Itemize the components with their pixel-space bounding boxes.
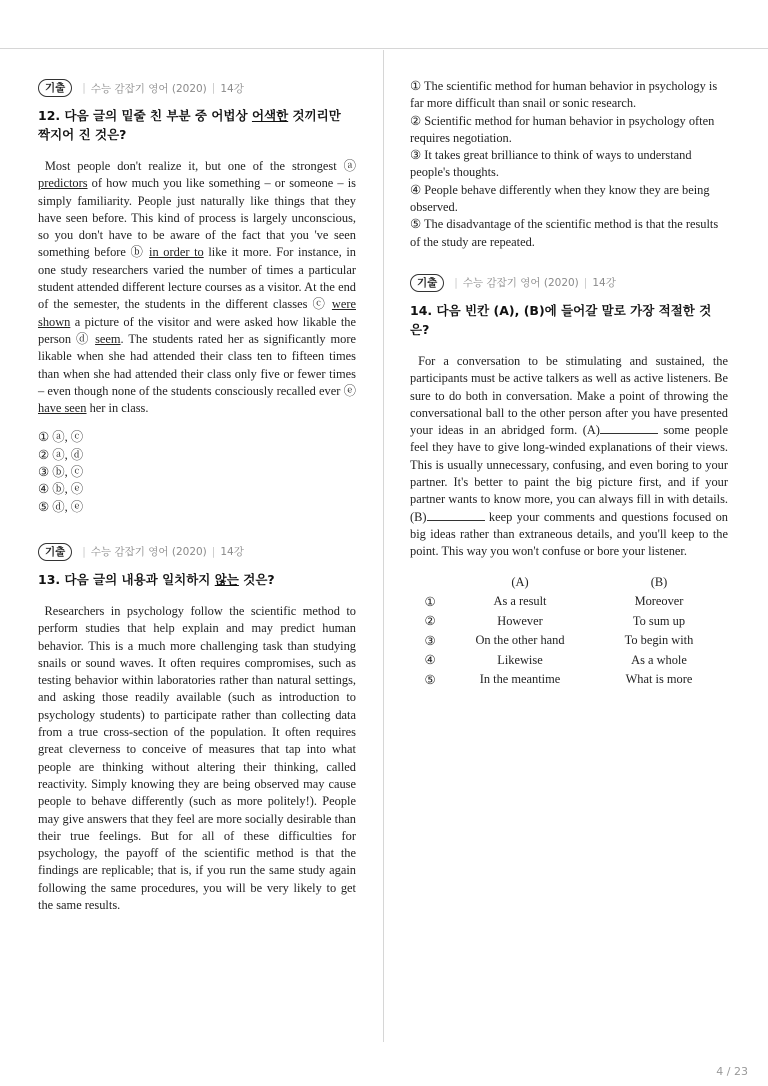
question-passage: Most people don't realize it, but one of the strongest ⓐ predictors of how much you like something – or someone – is simply familiarity. People just naturally like things that they have seen before. This kind of process is largely unconscious, so you don't have to be aware of the fact that you 've seen something before ⓑ in order to like it more. For instance, in one study researchers varied the number of times a particular student attended different lecture courses as a visitor. At the end of the semester, the students in the different classes ⓒ were shown a picture of the visitor and were asked how likable the person ⓓ seem. The students rated her as significantly more likable when she had attended their class ten to fifteen times than when she had attended their class only five or fewer times – even though none of the students consciously recalled ever ⓔ have seen her in class.: [38, 159, 357, 416]
answer-option[interactable]: ① The scientific method for human behavior in psychology is far more difficult than snail or sonic research.: [410, 79, 718, 111]
answer-table: [410, 573, 728, 690]
answer-option[interactable]: ① ⓐ, ⓒ: [38, 430, 84, 445]
question-12: [38, 78, 356, 516]
answer-option[interactable]: ⑤ ⓓ, ⓔ: [38, 499, 84, 514]
underlined-a: predictors: [38, 176, 88, 191]
answer-table-row[interactable]: ⑤ In the meantime What is more: [424, 672, 693, 687]
underlined-b: in order to: [149, 245, 204, 260]
answer-option[interactable]: ③ ⓑ, ⓒ: [38, 465, 84, 480]
top-rule: [0, 48, 768, 49]
question-13: [38, 542, 356, 914]
answer-table-row[interactable]: ① As a result Moreover: [424, 594, 684, 609]
answer-option[interactable]: ⑤ The disadvantage of the scientific method is that the results of the study are repeated.: [410, 217, 719, 249]
answer-options: [38, 429, 356, 515]
source-name: 수능 감잡기 영어 (2020): [90, 82, 207, 95]
blank-a: [600, 422, 658, 434]
underlined-c: were shown: [38, 297, 356, 329]
question-source: 기출 | 수능 감잡기 영어 (2020) | 14강: [38, 542, 356, 562]
answer-option[interactable]: ② Scientific method for human behavior in psychology often requires negotiation.: [410, 113, 715, 145]
question-passage: Researchers in psychology follow the scientific method to perform studies that help explain and may predict human behavior. This is a much more challenging task than studying snails or sound waves. It often requires compromises, such as testing behavior within laboratories rather than natural settings, and asking those readily available (such as introduction to psychology students) to participate rather than collecting data from a true cross-section of the population. It often requires great cleverness to conceive of measures that tap into what people are thinking without altering their thinking, called reactivity. Simply knowing they are being observed may cause people to behave differently (such as more politely!). People may give answers that they feel are more socially desirable than their true feelings. But for all of these difficulties for psychology, the payoff of the scientific method is that the findings are replicable; that is, if you run the same study again following the same procedures, you will be very likely to get the same results.: [38, 603, 356, 912]
question-title: 14. 다음 빈칸 (A), (B)에 들어갈 말로 가장 적절한 것은?: [410, 302, 712, 337]
blank-b: [427, 509, 485, 521]
source-name: 수능 감잡기 영어 (2020): [90, 546, 207, 559]
underlined-d: seem: [95, 331, 121, 346]
underlined-e: have seen: [38, 401, 87, 416]
question-source: 기출 | 수능 감잡기 영어 (2020) | 14강: [410, 273, 728, 293]
left-column: [38, 78, 356, 932]
answer-option[interactable]: ④ ⓑ, ⓔ: [38, 482, 84, 497]
column-header-b: (B): [650, 574, 668, 589]
question-source: 기출 | 수능 감잡기 영어 (2020) | 14강: [38, 78, 356, 98]
column-header-a: (A): [511, 574, 529, 589]
answer-table-header: [410, 573, 728, 593]
source-badge: 기출: [38, 543, 72, 561]
question-title: 12. 다음 글의 밑줄 친 부분 중 어법상 어색한 것끼리만 짝지어 진 것은?: [38, 108, 341, 142]
answer-option[interactable]: ④ People behave differently when they know they are being observed.: [410, 182, 710, 215]
question-title: 13. 다음 글의 내용과 일치하지 않는 것은?: [38, 571, 275, 587]
answer-table-row[interactable]: ④ Likewise As a whole: [424, 652, 687, 668]
answer-options: [410, 78, 728, 251]
answer-table-row[interactable]: ② However To sum up: [424, 613, 686, 629]
answer-option[interactable]: ③ It takes great brilliance to think of ways to understand people's thoughts.: [410, 148, 692, 180]
answer-option[interactable]: ② ⓐ, ⓓ: [38, 447, 84, 462]
answer-table-row[interactable]: ③ On the other hand To begin with: [424, 633, 694, 648]
right-column: [410, 78, 728, 708]
source-name: 수능 감잡기 영어 (2020): [462, 277, 579, 290]
source-lesson: 14강: [220, 82, 244, 95]
source-badge: 기출: [410, 274, 444, 292]
source-badge: 기출: [38, 79, 72, 97]
column-divider: [383, 50, 384, 1042]
page-number: 4 / 23: [716, 1065, 748, 1078]
question-passage: For a conversation to be stimulating and sustained, the participants must be active talkers as well as active listeners. Be sure to do both in conversation. Make a point of throwing the conversational ball to the other person after you have presented your ideas in an abridged form. (A) some people feel they have to give long-winded explanations of their views. This is usually unnecessary, confusing, and even boring to your partner. It's better to paint the big picture first, and if your partner wants to know more, you can always fill in with details. (B) keep your comments and questions focused on big ideas rather than extraneous details, and you'll keep to the point. This way you won't confuse or bore your listener.: [410, 353, 728, 559]
question-14: [410, 273, 728, 690]
source-lesson: 14강: [592, 277, 616, 290]
question-13-options: [410, 78, 728, 251]
source-lesson: 14강: [220, 546, 244, 559]
